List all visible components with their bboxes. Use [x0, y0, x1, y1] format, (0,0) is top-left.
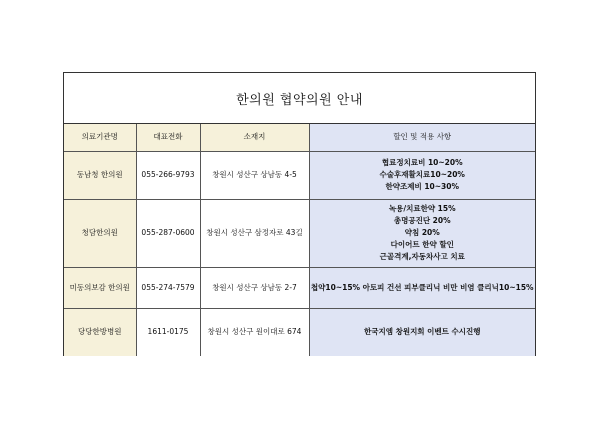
header-disc: 할인 및 적용 사항	[309, 124, 535, 151]
notice-sheet	[63, 72, 536, 356]
discount-line: 근골격계,자동차사고 치료	[379, 252, 465, 261]
table-row	[64, 308, 535, 356]
discount-cell	[309, 151, 535, 199]
org-name: 당당한방병원	[64, 308, 136, 356]
address: 창원시 성산구 원이대로 674	[200, 308, 309, 356]
discount-line: 다이어트 한약 할인	[390, 240, 454, 249]
clinic-table	[64, 124, 535, 356]
address: 창원시 성산구 상남동 4-5	[200, 151, 309, 199]
discount-cell	[309, 267, 535, 308]
table-header-row	[64, 124, 535, 151]
org-name: 청담한의원	[64, 199, 136, 267]
discount-line: 총명공진단 20%	[393, 216, 451, 225]
phone-number: 055-287-0600	[136, 199, 200, 267]
page-title: 한의원 협약의원 안내	[64, 73, 535, 124]
discount-line: 한약조제비 10~30%	[385, 182, 459, 191]
table-row	[64, 151, 535, 199]
table-row	[64, 199, 535, 267]
org-name: 동남청 한의원	[64, 151, 136, 199]
discount-line: 녹용/치료한약 15%	[388, 204, 456, 213]
header-addr: 소재지	[200, 124, 309, 151]
org-name: 미동의보감 한의원	[64, 267, 136, 308]
discount-cell	[309, 308, 535, 356]
address: 창원시 성산구 삼정자로 43길	[200, 199, 309, 267]
header-tel: 대표전화	[136, 124, 200, 151]
phone-number: 1611-0175	[136, 308, 200, 356]
discount-line: 수술후재활치료10~20%	[379, 170, 465, 179]
discount-line: 한국지엠 창원지회 이벤트 수시진행	[363, 327, 481, 337]
phone-number: 055-266-9793	[136, 151, 200, 199]
discount-cell	[309, 199, 535, 267]
discount-line: 첩약10~15% 아토피 건선 피부클리닉 비만 비염 클리닉10~15%	[310, 282, 534, 292]
discount-line: 협료정치료비 10~20%	[381, 158, 463, 167]
table-row	[64, 267, 535, 308]
header-org: 의료기관명	[64, 124, 136, 151]
phone-number: 055-274-7579	[136, 267, 200, 308]
address: 창원시 성산구 상남동 2-7	[200, 267, 309, 308]
discount-line: 약침 20%	[404, 228, 440, 237]
